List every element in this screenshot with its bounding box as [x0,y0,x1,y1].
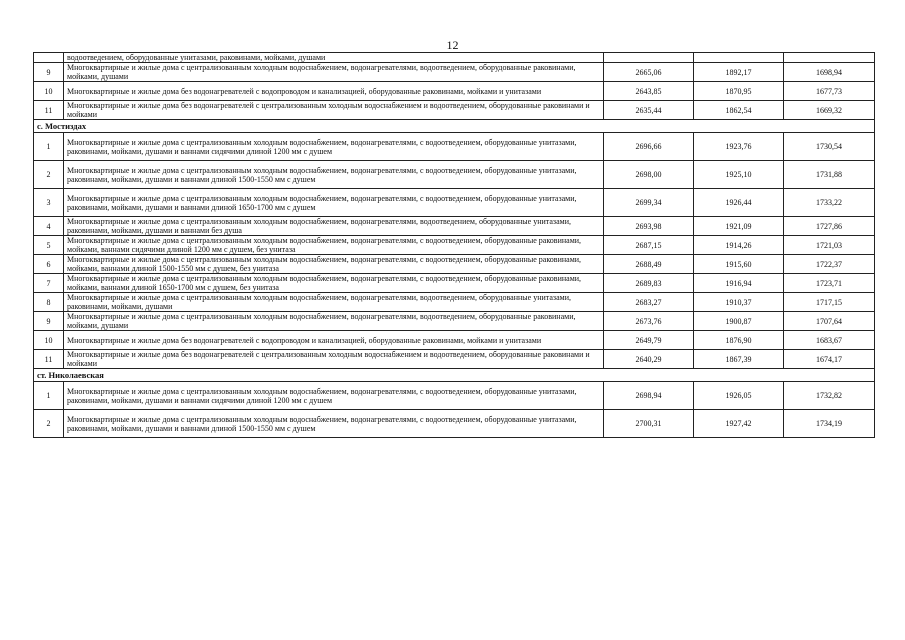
row-description: Многоквартирные и жилые дома с централизованным холодным водоснабжением, водонагревателями, с водоотведением, оборудованные унитазами, раковинами, мойками, душами и ваннами сидячими длиной 1200 мм с душем [64,382,604,410]
value-cell-2: 1870,95 [694,82,784,101]
row-description: Многоквартирные и жилые дома с централизованным холодным водоснабжением, водонагревателями, водоотведением, оборудованные унитазами, раковинами, мойками, душами и ваннами без душа [64,217,604,236]
row-description: Многоквартирные и жилые дома без водонагревателей с централизованным холодным водоснабжением и водоотведением, оборудованные раковинами и мойками [64,101,604,120]
row-number: 9 [34,312,64,331]
row-number: 4 [34,217,64,236]
row-number: 5 [34,236,64,255]
value-cell-2: 1923,76 [694,133,784,161]
value-cell-1: 2693,98 [604,217,694,236]
row-description: Многоквартирные и жилые дома с централизованным холодным водоснабжением, водонагревателями, с водоотведением, оборудованные унитазами, раковинами, мойками, душами и ваннами длиной 1500-1550 мм с душем [64,410,604,438]
section-title: ст. Николаевская [34,369,875,382]
value-cell-1: 2700,31 [604,410,694,438]
value-cell-2: 1892,17 [694,63,784,82]
value-cell-2: 1916,94 [694,274,784,293]
value-cell-2: 1925,10 [694,161,784,189]
table-row [34,331,875,350]
row-number: 2 [34,161,64,189]
row-description: Многоквартирные и жилые дома с централизованным холодным водоснабжением, водонагревателями, водоотведением, оборудованные раковинами, мойками, душами [64,312,604,331]
value-cell-2: 1910,37 [694,293,784,312]
value-cell-3: 1683,67 [784,331,875,350]
table-row [34,410,875,438]
row-description: Многоквартирные и жилые дома с централизованным холодным водоснабжением, водонагревателями, с водоотведением, оборудованные раковинами, мойками, ваннами длиной 1500-1550 мм с душем, без унитаза [64,255,604,274]
row-number: 9 [34,63,64,82]
section-header-row [34,120,875,133]
value-cell-2: 1926,44 [694,189,784,217]
table-row [34,133,875,161]
table-row [34,189,875,217]
value-cell-2: 1921,09 [694,217,784,236]
value-cell-1: 2673,76 [604,312,694,331]
value-cell-3: 1734,19 [784,410,875,438]
value-cell-2: 1876,90 [694,331,784,350]
table-row [34,82,875,101]
value-cell-2: 1914,26 [694,236,784,255]
table-row [34,236,875,255]
table-row [34,63,875,82]
row-number: 1 [34,382,64,410]
row-number: 11 [34,350,64,369]
row-number: 2 [34,410,64,438]
value-cell-3 [784,53,875,63]
row-description: Многоквартирные и жилые дома без водонагревателей с централизованным холодным водоснабжением и водоотведением, оборудованные раковинами и мойками [64,350,604,369]
value-cell-3: 1732,82 [784,382,875,410]
row-number [34,53,64,63]
row-number: 11 [34,101,64,120]
value-cell-3: 1707,64 [784,312,875,331]
page-number: 12 [446,38,459,52]
table-row [34,101,875,120]
value-cell-3: 1677,73 [784,82,875,101]
value-cell-3: 1730,54 [784,133,875,161]
value-cell-1: 2689,83 [604,274,694,293]
value-cell-2: 1900,87 [694,312,784,331]
value-cell-3: 1717,15 [784,293,875,312]
value-cell-1: 2665,06 [604,63,694,82]
value-cell-2: 1927,42 [694,410,784,438]
value-cell-1: 2683,27 [604,293,694,312]
row-number: 10 [34,82,64,101]
row-number: 8 [34,293,64,312]
section-title: с. Мостиздах [34,120,875,133]
row-number: 7 [34,274,64,293]
table-row [34,293,875,312]
row-number: 10 [34,331,64,350]
row-description: Многоквартирные и жилые дома с централизованным холодным водоснабжением, водонагревателями, с водоотведением, оборудованные раковинами, мойками, ваннами сидячими длиной 1200 мм с душем, без унитаза [64,236,604,255]
table-row [34,350,875,369]
value-cell-1: 2699,34 [604,189,694,217]
value-cell-1: 2696,66 [604,133,694,161]
value-cell-1: 2698,94 [604,382,694,410]
value-cell-2: 1867,39 [694,350,784,369]
value-cell-2 [694,53,784,63]
value-cell-1: 2698,00 [604,161,694,189]
table-row [34,161,875,189]
value-cell-1: 2649,79 [604,331,694,350]
row-description: Многоквартирные и жилые дома с централизованным холодным водоснабжением, водонагревателями, водоотведением, оборудованные раковинами, мойками, душами [64,63,604,82]
table-row [34,274,875,293]
value-cell-1: 2688,49 [604,255,694,274]
value-cell-3: 1669,32 [784,101,875,120]
value-cell-1: 2687,15 [604,236,694,255]
value-cell-2: 1926,05 [694,382,784,410]
tariff-table-body [34,53,875,438]
value-cell-2: 1915,60 [694,255,784,274]
value-cell-3: 1723,71 [784,274,875,293]
row-number: 6 [34,255,64,274]
tariff-table [33,52,875,438]
value-cell-3: 1731,88 [784,161,875,189]
value-cell-3: 1733,22 [784,189,875,217]
table-row [34,312,875,331]
row-description: Многоквартирные и жилые дома без водонагревателей с водопроводом и канализацией, оборудованные раковинами, мойками и унитазами [64,82,604,101]
table-row [34,255,875,274]
value-cell-3: 1722,37 [784,255,875,274]
row-number: 1 [34,133,64,161]
table-row-continued [34,53,875,63]
row-description: Многоквартирные и жилые дома с централизованным холодным водоснабжением, водонагревателями, водоотведением, оборудованные унитазами, раковинами, мойками, душами [64,293,604,312]
value-cell-3: 1674,17 [784,350,875,369]
row-description: водоотведением, оборудованные унитазами, раковинами, мойками, душами [64,53,604,63]
row-description: Многоквартирные и жилые дома с централизованным холодным водоснабжением, водонагревателями, с водоотведением, оборудованные унитазами, раковинами, мойками, душами и ваннами длиной 1500-1550 мм с душем [64,161,604,189]
row-description: Многоквартирные и жилые дома с централизованным холодным водоснабжением, водонагревателями, с водоотведением, оборудованные раковинами, мойками, ваннами длиной 1650-1700 мм с душем, без унитаза [64,274,604,293]
value-cell-1 [604,53,694,63]
table-row [34,382,875,410]
value-cell-1: 2640,29 [604,350,694,369]
table-row [34,217,875,236]
value-cell-3: 1727,86 [784,217,875,236]
section-header-row [34,369,875,382]
value-cell-3: 1698,94 [784,63,875,82]
row-description: Многоквартирные и жилые дома с централизованным холодным водоснабжением, водонагревателями, с водоотведением, оборудованные унитазами, раковинами, мойками, душами и ваннами длиной 1650-1700 мм с душем [64,189,604,217]
row-number: 3 [34,189,64,217]
value-cell-2: 1862,54 [694,101,784,120]
row-description: Многоквартирные и жилые дома без водонагревателей с водопроводом и канализацией, оборудованные раковинами, мойками и унитазами [64,331,604,350]
value-cell-1: 2643,85 [604,82,694,101]
value-cell-3: 1721,03 [784,236,875,255]
value-cell-1: 2635,44 [604,101,694,120]
row-description: Многоквартирные и жилые дома с централизованным холодным водоснабжением, водонагревателями, с водоотведением, оборудованные унитазами, раковинами, мойками, душами и ваннами сидячими длиной 1200 мм с душем [64,133,604,161]
